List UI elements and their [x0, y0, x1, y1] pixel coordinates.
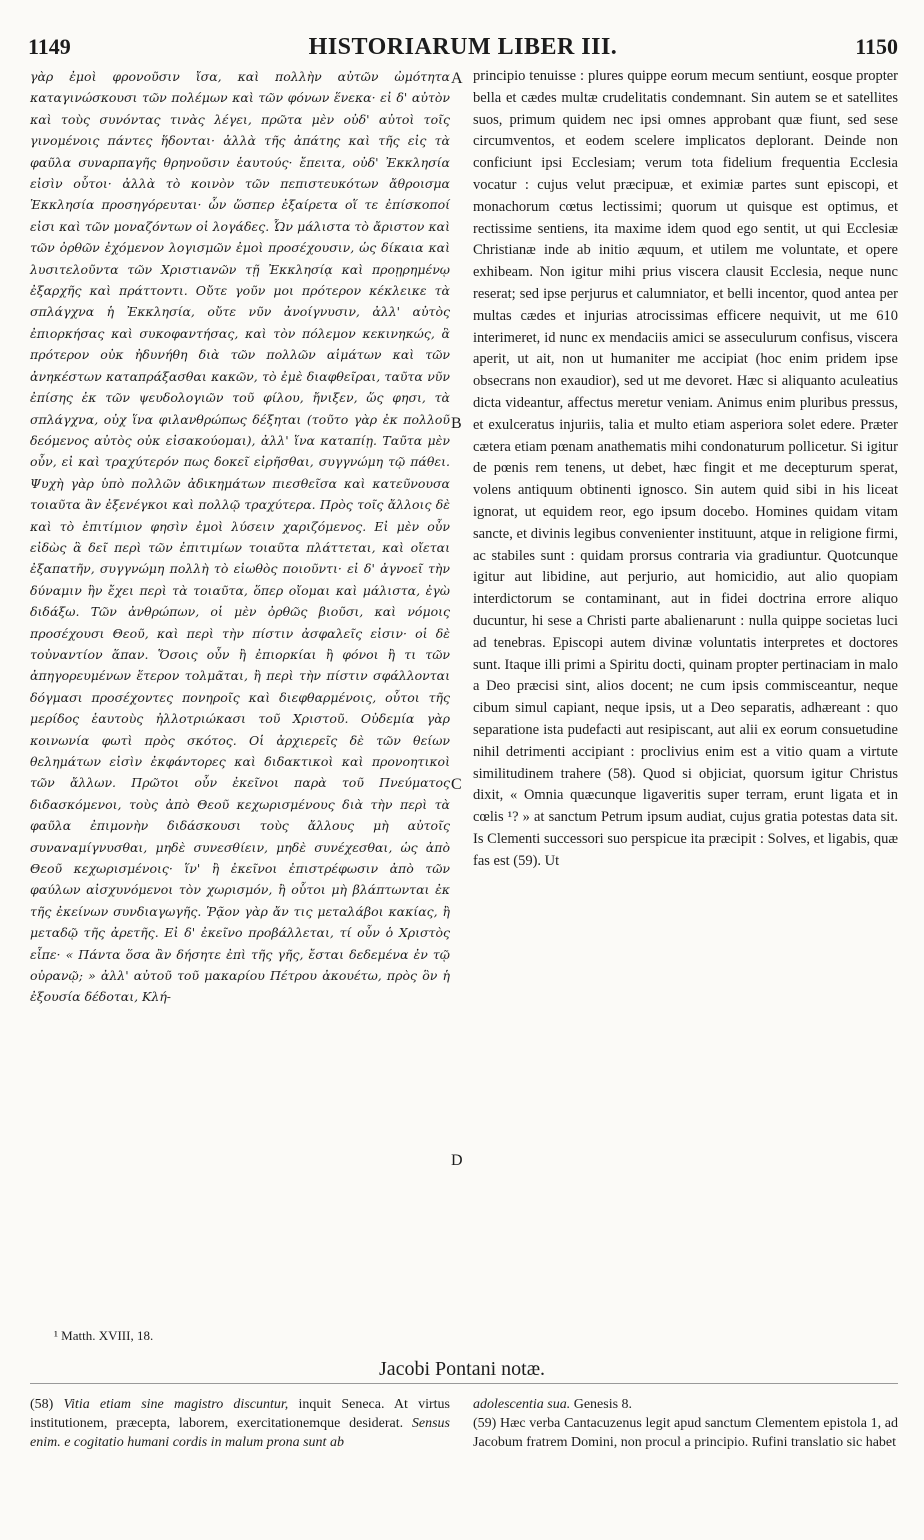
margin-letter-b: B [451, 415, 462, 432]
running-title: HISTORIARUM LIBER III. [308, 34, 618, 60]
note-59: (59) Hæc verba Cantacuzenus legit apud sanctum Clementem epistola 1, ad Jacobum fratrem Domini, non procul a principio. Rufini translatio sic habet [473, 1416, 898, 1450]
note-58-continued [473, 1395, 898, 1414]
running-header [28, 34, 898, 62]
note-58-citation: Genesis 8. [573, 1397, 633, 1412]
note-58-scripture: Sensus enim. e cogitatio humani cordis in malum prona sunt ab [30, 1416, 450, 1450]
note-58-quote: Vitia etiam sine magistro discuntur, [63, 1397, 289, 1412]
right-page-number: 1150 [855, 34, 898, 59]
notes-rule [30, 1383, 898, 1384]
margin-letter-a: A [451, 70, 463, 87]
note-58-number: (58) [30, 1397, 54, 1412]
margin-letter-d: D [451, 1152, 463, 1169]
margin-letter-c: C [451, 776, 462, 793]
note-58-text: inquit Seneca. At virtus institutionem, præcepta, laborem, exercitationemque desiderat. [30, 1397, 450, 1431]
notes-left-column [30, 1395, 450, 1452]
greek-column [30, 66, 450, 1008]
note-58 [30, 1395, 450, 1452]
left-page-number: 1149 [28, 34, 71, 59]
notes-title: Jacobi Pontani notæ. [378, 1358, 546, 1380]
greek-text: γὰρ ἐμοὶ φρονοῦσιν ἴσα, καὶ πολλὴν αὐτῶν ὠμότητα καταγινώσκουσι τῶν πολέμων καὶ τῶν φόνων ἕνεκα· εἰ δ' αὐτὸν καὶ τοὺς συνόντας τινὰς λέγει, πρῶτα μὲν οὐδ' αὐτοὶ τοῖς γινομένοις πάντες ἥδονται· ἀλλὰ τῆς ἀπάτης καὶ τῆς εἰς τὰ φαῦλα συναρπαγῆς θρηνοῦσιν ἑαυτούς· ἔπειτα, οὐδ' Ἐκκλησία εἰσὶν οὗτοι· ἀλλὰ τὸ κοινὸν τῶν πεπιστευκότων ἄθροισμα Ἐκκλησία προσηγόρευται· ὧν ὥσπερ ἐξαίρετα οἵ τε ἐπίσκοποί εἰσι καὶ τῶν μοναζόντων οἱ λογάδες. Ὧν μάλιστα τὸ ἄριστον καὶ τῶν ὀρθῶν ἐχόμενον λογισμῶν ἐμοὶ προσέχουσιν, ὡς δίκαια καὶ λυσιτελοῦντα τῶν Χριστιανῶν τῇ Ἐκκλησίᾳ καὶ προῃρημένῳ ἐξαρχῆς καὶ πράττοντι. Οὔτε γοῦν μοι πρότερον κέκλεικε τὰ σπλάγχνα ἡ Ἐκκλησία, οὔτε νῦν ἀνοίγνυσιν, ἀλλ' αὐτὸς ἐπιορκήσας καὶ συκοφαντήσας, καὶ τὸν πόλεμον κεκινηκώς, ἃ πρότερον οὐκ ἠδυνήθη διὰ τῶν πολλῶν αἱμάτων καὶ τῶν ἀνηκέστων καταπράξασθαι κακῶν, τὸ ἐμὲ διαφθεῖραι, ταῦτα νῦν ἐπίσης ἐκ τῶν ψευδολογιῶν τοῦ φίλου, ἤνιξεν, ὥς φησι, τὰ σπλάγχνα, οὐχ ἵνα φιλανθρώπως δέξηται (τοῦτο γὰρ ἐκ πολλοῦ δεόμενος αὐτὸς οὐκ εἰσακούομαι), ἀλλ' ἵνα καταπίῃ. Ταῦτα μὲν οὖν, εἰ καὶ τραχύτερόν πως δοκεῖ εἰρῆσθαι, συγγνώμη τῷ πάθει. Ψυχὴ γὰρ ὑπὸ πολλῶν ἀδικημάτων πιεσθεῖσα καὶ κατεῦνουσα τοιαῦτα ἂν ἐξενέγκοι καὶ πολλῷ τραχύτερα. Πρὸς τοῖς ἄλλοις δὲ καὶ τὸ ἐπιτίμιον φησὶν ἐμοὶ λύσειν χαριζόμενος. Εἰ μὲν οὖν εἰδὼς ἃ δεῖ περὶ τῶν ἐπιτιμίων τοιαῦτα πλάττεται, καὶ οἴεται ἐξαπατῆν, συγγνώμη πολλὴ τὸ εἰωθὸς ποιοῦντι· εἰ δ' ἀγνοεῖ τὴν δύναμιν ἣν ἔχει περὶ τὰ τοιαῦτα, ὅπερ οἴομαι καὶ μάλιστα, ἐγὼ διδάξω. Τῶν ἀνθρώπων, οἱ μὲν ὀρθῶς βιοῦσι, καὶ νόμοις προσέχουσι Θεοῦ, καὶ περὶ τὴν πίστιν ἀσφαλεῖς εἰσιν· οἱ δὲ τοὐναντίον ἅπαν. Ὅσοις οὖν ἢ ἐπιορκίαι ἢ φόνοι ἢ τι τῶν ἀπηγορευμένων ἕτερον τολμᾶται, ἢ περὶ τὴν πίστιν σφάλλονται δόγμασι προσέχοντες πονηροῖς καὶ διεφθαρμένοις, οὗτοι τῆς μερίδος ἑαυτοὺς ἠλλοτριώκασι τοῦ Χριστοῦ. Οὐδεμία γὰρ κοινωνία φωτὶ πρὸς σκότος. Οἱ ἀρχιερεῖς δὲ τῶν θείων θελημάτων εἰσὶν ἐκφάντορες καὶ διδακτικοὶ καὶ προνοητικοὶ τῶν ἄλλων. Πρῶτοι οὖν ἐκεῖνοι παρὰ τοῦ Πνεύματος διδασκόμενοι, τοὺς ἀπὸ Θεοῦ κεχωρισμένους διὰ τὴν περὶ τὰ φαῦλα ἐπιμονὴν διδάσκουσι τοὺς ἄλλους μὴ αὐτοῖς συναναμίγνυσθαι, μηδὲ συνεσθίειν, μηδὲ συνέχεσθαι, ὡς ἀπὸ Θεοῦ κεχωρισμένοις· ἵν' ἢ ἐκεῖνοι ἐπιστρέφωσιν ἀπὸ τῶν φαύλων αἰσχυνόμενοι τὸν χωρισμόν, ἢ οὗτοι μὴ βλάπτωνται ἐκ τῆς ἐκείνων συνδιαγωγῆς. Ῥᾷον γὰρ ἄν τις μεταλάβοι κακίας, ἢ μεταδῷ τῆς ἀρετῆς. Εἰ δ' ἐκεῖνο προβάλλεται, τί οὖν ὁ Χριστὸς εἶπε· « Πάντα ὅσα ἂν δήσητε ἐπὶ τῆς γῆς, ἔσται δεδεμένα ἐν τῷ οὐρανῷ; » ἀλλ' αὐτοῦ τοῦ μακαρίου Πέτρου ἀκουέτω, πρὸς ὃν ἡ ἐξουσία δέδοται, Κλή- [30, 69, 450, 1005]
footnote: ¹ Matth. XVIII, 18. [54, 1328, 154, 1343]
note-58-scripture-end: adolescentia sua. [473, 1397, 571, 1412]
notes-right-column [473, 1395, 898, 1452]
latin-column [473, 66, 898, 872]
latin-text: principio tenuisse : plures quippe eorum mecum sentiunt, eosque propter bella et cædes multæ crudelitatis condemnant. Sin autem se et satellites suos, primum quidem nec ipsi omnes approbant quæ fiunt, sed sese circumventos, et eodem scelere implicatos deplorant. Deinde non conficiunt ipsi Ecclesiam; verum tota fidelium frequentia Ecclesia vocatur : cujus velut præcipuæ, et eximiæ partes sunt episcopi, et monachorum cœtus lectissimi; quorum ut quisque est optimus, et rectissime sentiens, ita maxime idem quod ego sentit, ut qui Ecclesiæ Christianæ inde ab initio æquum, et utilem me voluntate, et opere exhibeam. Non igitur mihi prius viscera clausit Ecclesia, neque nunc reserat; sed ipse perjurus et calumniator, et belli incentor, quod antea per multas cædes et injurias atrocissimas efficere nequivit, ut me 610 interimeret, id nunc ex mendaciis amici se asseculurum confisus, viscera aperit, ut ait, non ut humaniter me accipiat (hoc enim pridem ipse obsecrans non exaudior), sed ut me devoret. Hæc si aliquanto aculeatius dicta videantur, affectus meretur veniam. Animus enim pluribus pressus, et exulceratus injuriis, talia et multo etiam asperiora solet edere. Præter cætera etiam pœnam anathematis mihi condonaturum pollicetur. Si igitur de pœnis rem tenens, ut debet, hæc fingit et me decepturum sperat, volens antiquum obtinenti ignosco. Sin autem quid sibi in his liceat ignorat, ut equidem reor, ego ipsum docebo. Homines quidam vitam sancte, et divinis legibus convenienter instituunt, atque in religione firmi, ac stabiles sunt : quidam prorsus contraria via gradiuntur. Quotcunque igitur aut libidine, aut perjurio, aut homicidio, aut alio quopiam interdictorum se contaminant, aut in fidei doctrina errore aliquo ducuntur, hi sese a Christi parte abalienarunt : nulla quippe societas luci ad tenebras. Episcopi autem divinæ voluntatis interpretes et doctores sunt. Itaque illi primi a Spiritu docti, quinam propter pertinaciam in malo a Deo præcisi sint, alios docent; ne cum ipsis commisceantur, neque cibum simul capiant, neque ipsis, ut a Deo separatis, adhæreant : quo separatione ista pudefacti aut resipiscant, aut alii ex eorum consuetudine nihil detrimenti accipiant : proclivius enim est a vitio quam a virtute similitudinem trahere (58). Quod si objiciat, quorsum igitur Christus dixit, « Omnia quæcunque ligaveritis super terram, erunt ligata et in cœlis ¹? » at sanctum Petrum ipsum audiat, cujus gratia potestas data sit. Is Clementi successori suo perspicue ita præcipit : Solves, et ligabis, quæ fas est (59). Ut [473, 68, 898, 869]
